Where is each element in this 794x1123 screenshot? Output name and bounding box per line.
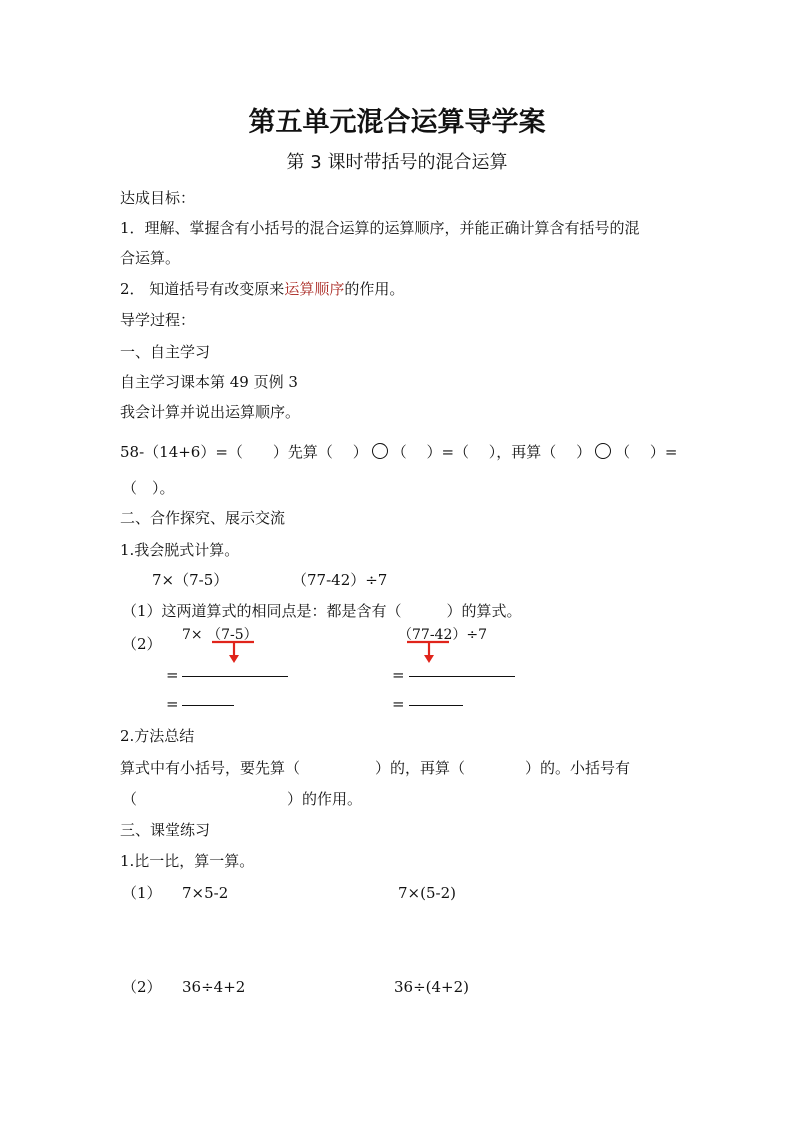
expr-part-a: 58-（14+6）=（ ）先算（ ） [120, 443, 368, 461]
goal-item-2-prefix: 2． 知道括号有改变原来 [120, 280, 285, 298]
section-2-item-1: 1.我会脱式计算。 [120, 541, 240, 559]
practice-2-label: （2） [122, 978, 162, 996]
practice-1-label: （1） [122, 884, 162, 902]
section-3-heading: 三、课堂练习 [120, 821, 211, 839]
goal-item-1-line-1: 1．理解、掌握含有小括号的混合运算的运算顺序，并能正确计算含有括号的混 [120, 219, 640, 237]
goal-item-1-line-2: 合运算。 [120, 249, 181, 267]
section-2-heading: 二、合作探究、展示交流 [120, 509, 286, 527]
work-left-expression: 7× （7-5） [182, 627, 258, 643]
summary-line-2: （ ）的作用。 [122, 790, 363, 808]
practice-2-left: 36÷4+2 [182, 978, 246, 996]
equals-sign: = [392, 666, 405, 684]
section-1-line-2: 我会计算并说出运算顺序。 [120, 403, 301, 421]
page-title: 第五单元混合运算导学案 [248, 107, 546, 138]
operator-circle-icon [595, 443, 611, 459]
answer-line [409, 705, 463, 706]
goals-heading: 达成目标： [120, 189, 196, 207]
process-heading: 导学过程： [120, 311, 196, 329]
expr-part-b: （ ）=（ ），再算（ ） [391, 443, 592, 461]
section-1-expression [120, 442, 677, 462]
expr-part-c: （ ）= [615, 443, 678, 461]
arrow-down-icon [210, 640, 260, 666]
practice-1-right: 7×(5-2) [398, 884, 456, 902]
practice-2-right: 36÷(4+2) [394, 978, 470, 996]
operator-circle-icon [372, 443, 388, 459]
question-2-label: （2） [122, 635, 162, 653]
goal-item-2-highlight: 运算顺序 [284, 280, 345, 298]
goal-item-2-suffix: 的作用。 [344, 280, 405, 298]
answer-line [182, 705, 234, 706]
question-1: （1）这两道算式的相同点是：都是含有（ ）的算式。 [122, 602, 522, 620]
equals-sign: = [392, 695, 405, 713]
page-subtitle: 第 3 课时带括号的混合运算 [286, 152, 508, 173]
section-3-item-1: 1.比一比，算一算。 [120, 852, 255, 870]
section-1-line-1: 自主学习课本第 49 页例 3 [120, 373, 298, 391]
summary-line-1: 算式中有小括号，要先算（ ）的，再算（ ）的。小括号有 [120, 759, 631, 777]
section-1-heading: 一、自主学习 [120, 343, 211, 361]
equals-sign: = [166, 666, 179, 684]
work-right-expression: （77-42）÷7 [398, 627, 487, 643]
goal-item-2 [120, 279, 404, 299]
arrow-down-icon [405, 640, 455, 666]
expr-left: 7×（7-5） [152, 571, 229, 589]
section-1-expression-end: （ ）。 [122, 479, 175, 497]
practice-1-left: 7×5-2 [182, 884, 229, 902]
expr-right: （77-42）÷7 [292, 571, 388, 589]
answer-line [409, 676, 515, 677]
answer-line [182, 676, 288, 677]
equals-sign: = [166, 695, 179, 713]
section-2-item-2: 2.方法总结 [120, 727, 195, 745]
